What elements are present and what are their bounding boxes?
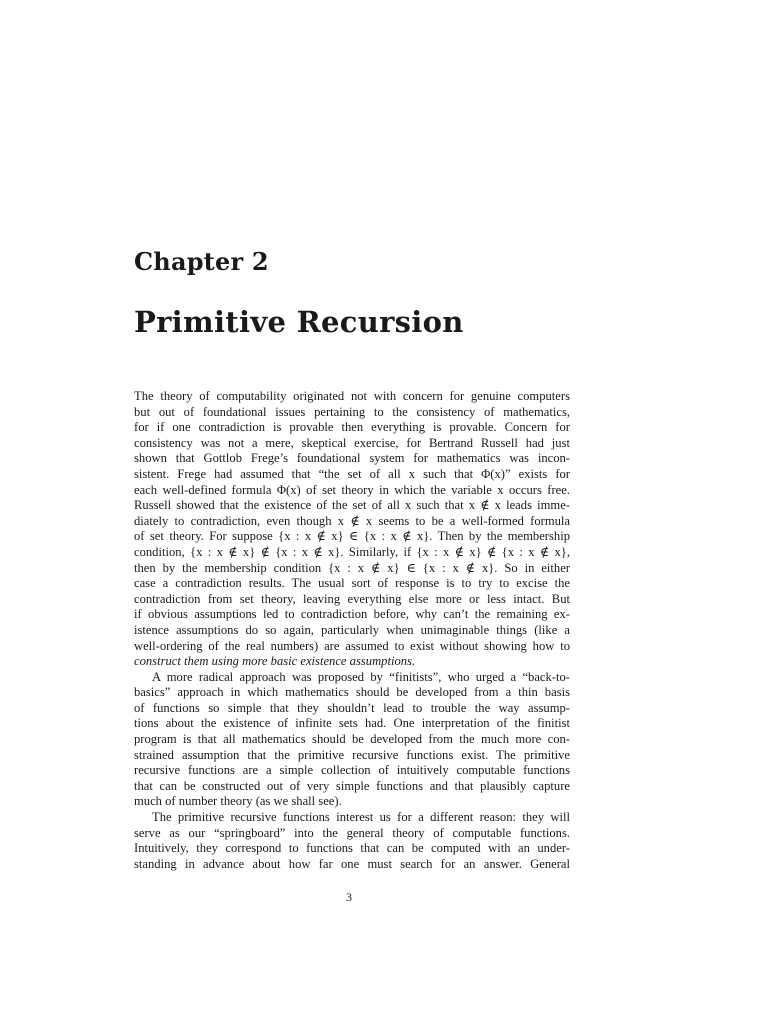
body-line: serve as our “springboard” into the general theory of computable functions.: [134, 825, 570, 840]
body-line: well-ordering of the real numbers) are assumed to exist without showing how to: [134, 638, 570, 653]
body-line: tions about the existence of infinite sets had. One interpretation of the finitist: [134, 716, 570, 731]
chapter-title: Primitive Recursion: [134, 305, 464, 339]
body-text: [134, 389, 570, 872]
body-line: of functions so simple that they shouldn’t lead to trouble the way assump-: [134, 700, 570, 715]
body-line: standing in advance about how far one must search for an answer. General: [134, 856, 570, 871]
body-line: construct them using more basic existence assumptions.: [134, 654, 416, 669]
body-line: istence assumptions do so again, particularly when unimaginable things (like a: [134, 622, 570, 637]
body-line: case a contradiction results. The usual sort of response is to try to excise the: [134, 576, 570, 591]
body-line: shown that Gottlob Frege’s foundational system for mathematics was incon-: [134, 451, 570, 466]
body-line: program is that all mathematics should be developed from the much more con-: [134, 732, 570, 747]
body-line: then by the membership condition {x : x ∉ x} ∈ {x : x ∉ x}. So in either: [134, 560, 570, 575]
body-line: The primitive recursive functions interest us for a different reason: they will: [152, 810, 570, 825]
body-line: that can be constructed out of very simple functions and that plausibly capture: [134, 778, 570, 793]
body-line: basics” approach in which mathematics should be developed from a thin basis: [134, 685, 570, 700]
body-line: but out of foundational issues pertaining to the consistency of mathematics,: [134, 404, 570, 419]
body-line: if obvious assumptions led to contradiction before, why can’t the remaining ex-: [134, 607, 570, 622]
body-line: each well-defined formula Φ(x) of set theory in which the variable x occurs free.: [134, 482, 570, 497]
body-line: for if one contradiction is provable then everything is provable. Concern for: [134, 420, 570, 435]
body-line: The theory of computability originated not with concern for genuine computers: [134, 389, 570, 403]
body-line: much of number theory (as we shall see).: [134, 794, 342, 809]
body-line: A more radical approach was proposed by “finitists”, who urged a “back-to-: [152, 669, 570, 684]
body-line: condition, {x : x ∉ x} ∉ {x : x ∉ x}. Similarly, if {x : x ∉ x} ∉ {x : x ∉ x},: [134, 544, 570, 559]
body-line: diately to contradiction, even though x ∉ x seems to be a well-formed formula: [134, 513, 570, 528]
body-line: Russell showed that the existence of the set of all x such that x ∉ x leads imme-: [134, 498, 570, 513]
page-number: 3: [346, 890, 352, 904]
body-line: sistent. Frege had assumed that “the set of all x such that Φ(x)” exists for: [134, 466, 570, 481]
body-line: contradiction from set theory, leaving everything else more or less intact. But: [134, 591, 570, 606]
body-line: of set theory. For suppose {x : x ∉ x} ∈ {x : x ∉ x}. Then by the membership: [134, 529, 570, 544]
body-line: Intuitively, they correspond to functions that can be computed with an under-: [134, 841, 570, 856]
body-line: strained assumption that the primitive recursive functions exist. The primitive: [134, 747, 570, 762]
body-line: consistency was not a mere, skeptical exercise, for Bertrand Russell had just: [134, 435, 570, 450]
chapter-label: Chapter 2: [134, 247, 269, 276]
body-line: recursive functions are a simple collection of intuitively computable functions: [134, 763, 570, 778]
